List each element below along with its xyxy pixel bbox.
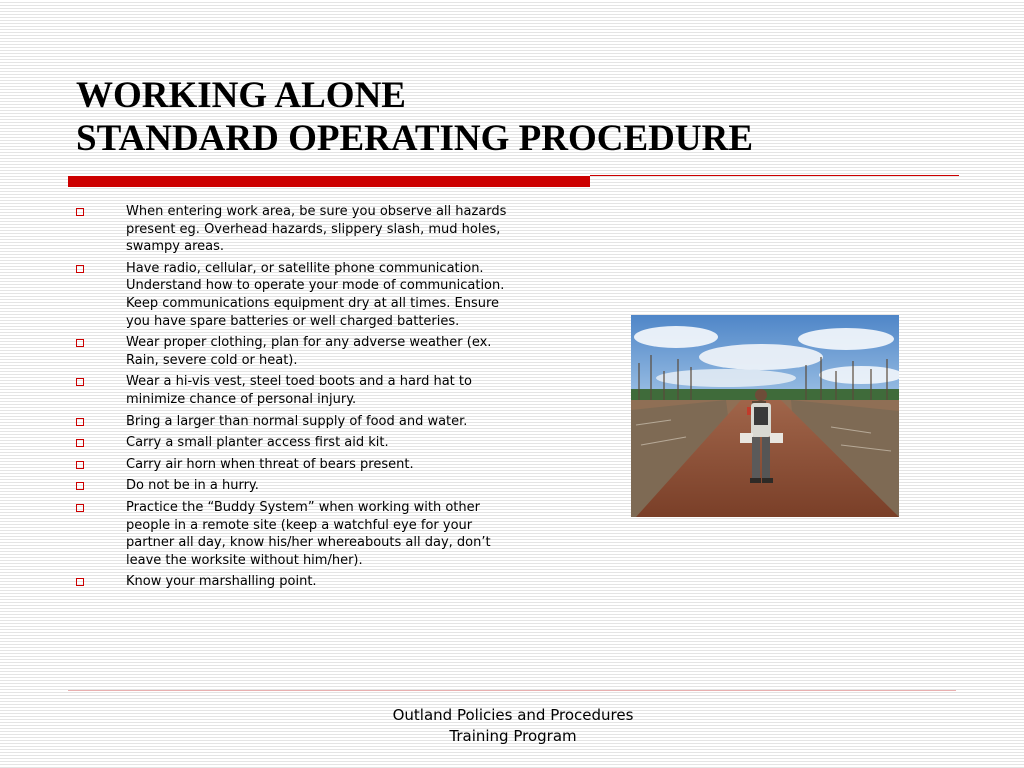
footer-line-2: Training Program [449, 727, 577, 745]
footer-divider [68, 690, 956, 691]
list-item [76, 456, 516, 474]
hollow-square-bullet-icon [76, 504, 84, 512]
worker-on-dirt-road-photo [631, 315, 899, 517]
list-item [76, 434, 516, 452]
list-item [76, 373, 516, 408]
title-underline-thin [590, 175, 959, 176]
bullet-text: When entering work area, be sure you observe all hazards present eg. Overhead hazards, slippery slash, mud holes, swampy areas. [126, 204, 507, 255]
title-underline-thick [68, 176, 590, 187]
hollow-square-bullet-icon [76, 378, 84, 386]
hollow-square-bullet-icon [76, 439, 84, 447]
bullet-text: Carry a small planter access first aid kit. [126, 435, 389, 451]
list-item [76, 477, 516, 495]
hollow-square-bullet-icon [76, 339, 84, 347]
hollow-square-bullet-icon [76, 208, 84, 216]
list-item [76, 499, 516, 569]
hollow-square-bullet-icon [76, 418, 84, 426]
bullet-text: Practice the “Buddy System” when working with other people in a remote site (keep a watchful eye for your partner all day, know his/her whereabouts all day, don’t leave the worksite without him/her). [126, 499, 491, 568]
list-item [76, 413, 516, 431]
footer-line-1: Outland Policies and Procedures [392, 706, 634, 724]
bullet-text: Know your marshalling point. [126, 574, 317, 590]
bullet-text: Do not be in a hurry. [126, 478, 259, 494]
bullet-text: Bring a larger than normal supply of food and water. [126, 413, 468, 429]
list-item [76, 334, 516, 369]
slide-title [76, 74, 753, 160]
list-item [76, 203, 516, 256]
hollow-square-bullet-icon [76, 461, 84, 469]
bullet-text: Carry air horn when threat of bears present. [126, 456, 414, 472]
bullet-text: Wear proper clothing, plan for any adverse weather (ex. Rain, severe cold or heat). [126, 335, 492, 368]
hollow-square-bullet-icon [76, 482, 84, 490]
list-item [76, 260, 516, 330]
slide-title-line-1: WORKING ALONE [76, 75, 406, 116]
hollow-square-bullet-icon [76, 265, 84, 273]
bullet-text: Have radio, cellular, or satellite phone communication. Understand how to operate your mode of communication. Keep communications equipment dry at all times. Ensure you have spare batteries or well charged batteries. [126, 260, 505, 329]
slide-footer [368, 705, 658, 747]
list-item [76, 573, 516, 591]
slide-title-line-2: STANDARD OPERATING PROCEDURE [76, 118, 754, 159]
hollow-square-bullet-icon [76, 578, 84, 586]
procedure-list [76, 203, 516, 595]
bullet-text: Wear a hi-vis vest, steel toed boots and a hard hat to minimize chance of personal injury. [126, 374, 472, 407]
